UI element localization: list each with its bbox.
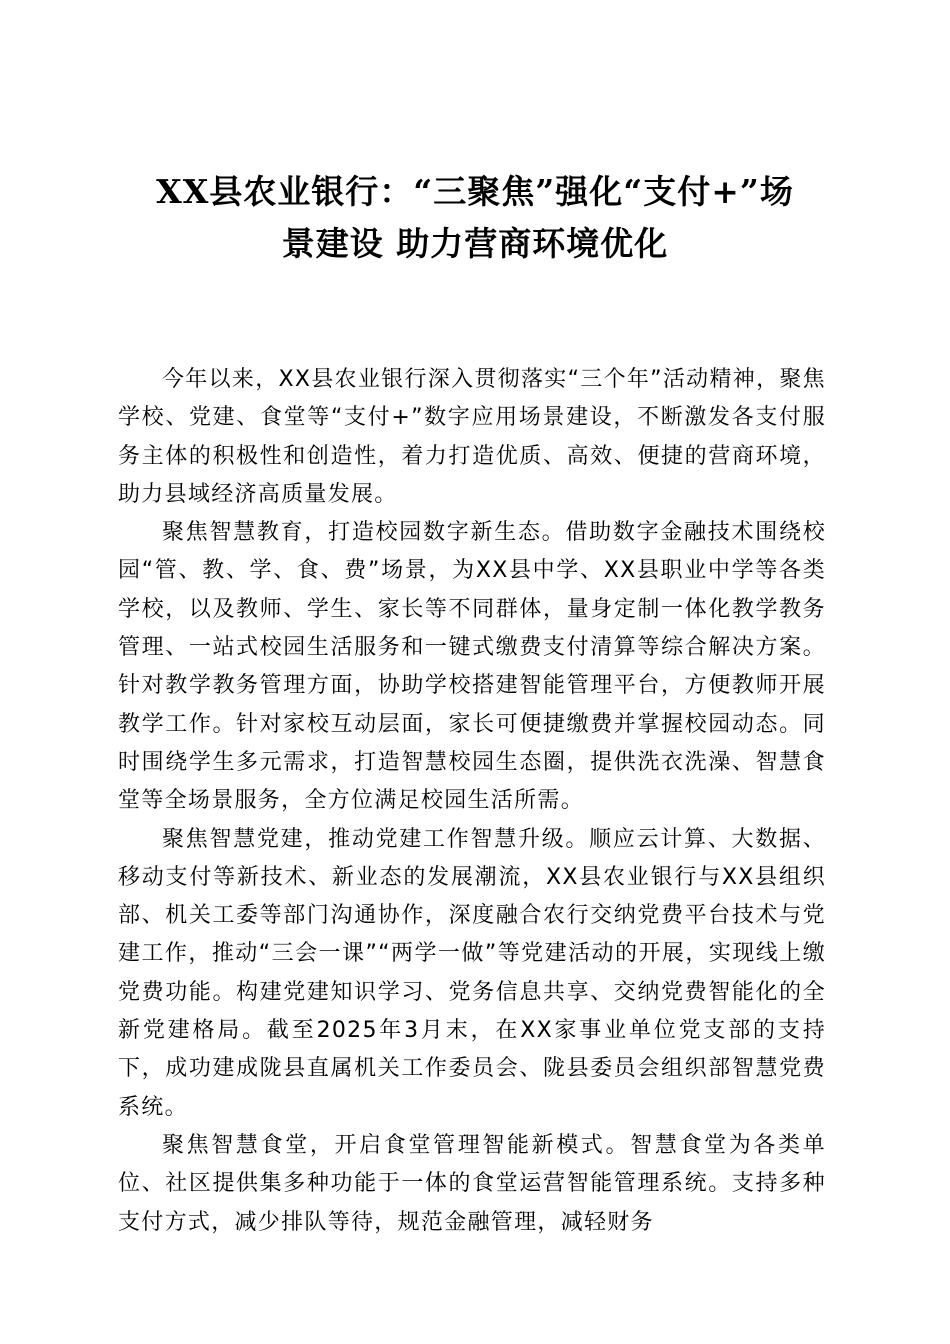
paragraph-intro: 今年以来，XX县农业银行深入贯彻落实“三个年”活动精神，聚焦学校、党建、食堂等“支付+”数字应用场景建设，不断激发各支付服务主体的积极性和创造性，着力打造优质、高效、便捷的营商环境，助力县域经济高质量发展。 (118, 367, 826, 507)
paragraph-smart-party-building: 聚焦智慧党建，推动党建工作智慧升级。顺应云计算、大数据、移动支付等新技术、新业态的发展潮流，XX县农业银行与XX县组织部、机关工委等部门沟通协作，深度融合农行交纳党费平台技术与党建工作，推动“三会一课”“两学一做”等党建活动的开展，实现线上缴党费功能。构建党建知识学习、党务信息共享、交纳党费智能化的全新党建格局。截至2025年3月末，在XX家事业单位党支部的支持下，成功建成陇县直属机关工作委员会、陇县委员会组织部智慧党费系统。 (118, 826, 826, 1120)
document-body (118, 361, 826, 1242)
paragraph-smart-canteen: 聚焦智慧食堂，开启食堂管理智能新模式。智慧食堂为各类单位、社区提供集多种功能于一体的食堂运营智能管理系统。支持多种支付方式，减少排队等待，规范金融管理，减轻财务 (118, 1132, 826, 1235)
title-line-2: 景建设 助力营商环境优化 (281, 224, 669, 263)
paragraph-smart-education: 聚焦智慧教育，打造校园数字新生态。借助数字金融技术围绕校园“管、教、学、食、费”场景，为XX县中学、XX县职业中学等各类学校，以及教师、学生、家长等不同群体，量身定制一体化教学教务管理、一站式校园生活服务和一键式缴费支付清算等综合解决方案。针对教学教务管理方面，协助学校搭建智能管理平台，方便教师开展教学工作。针对家校互动层面，家长可便捷缴费并掌握校园动态。同时围绕学生多元需求，打造智慧校园生态圈，提供洗衣洗澡、智慧食堂等全场景服务，全方位满足校园生活所需。 (118, 520, 826, 814)
document-title (110, 166, 840, 270)
title-line-1: XX县农业银行：“三聚焦”强化“支付+”场 (156, 172, 794, 211)
